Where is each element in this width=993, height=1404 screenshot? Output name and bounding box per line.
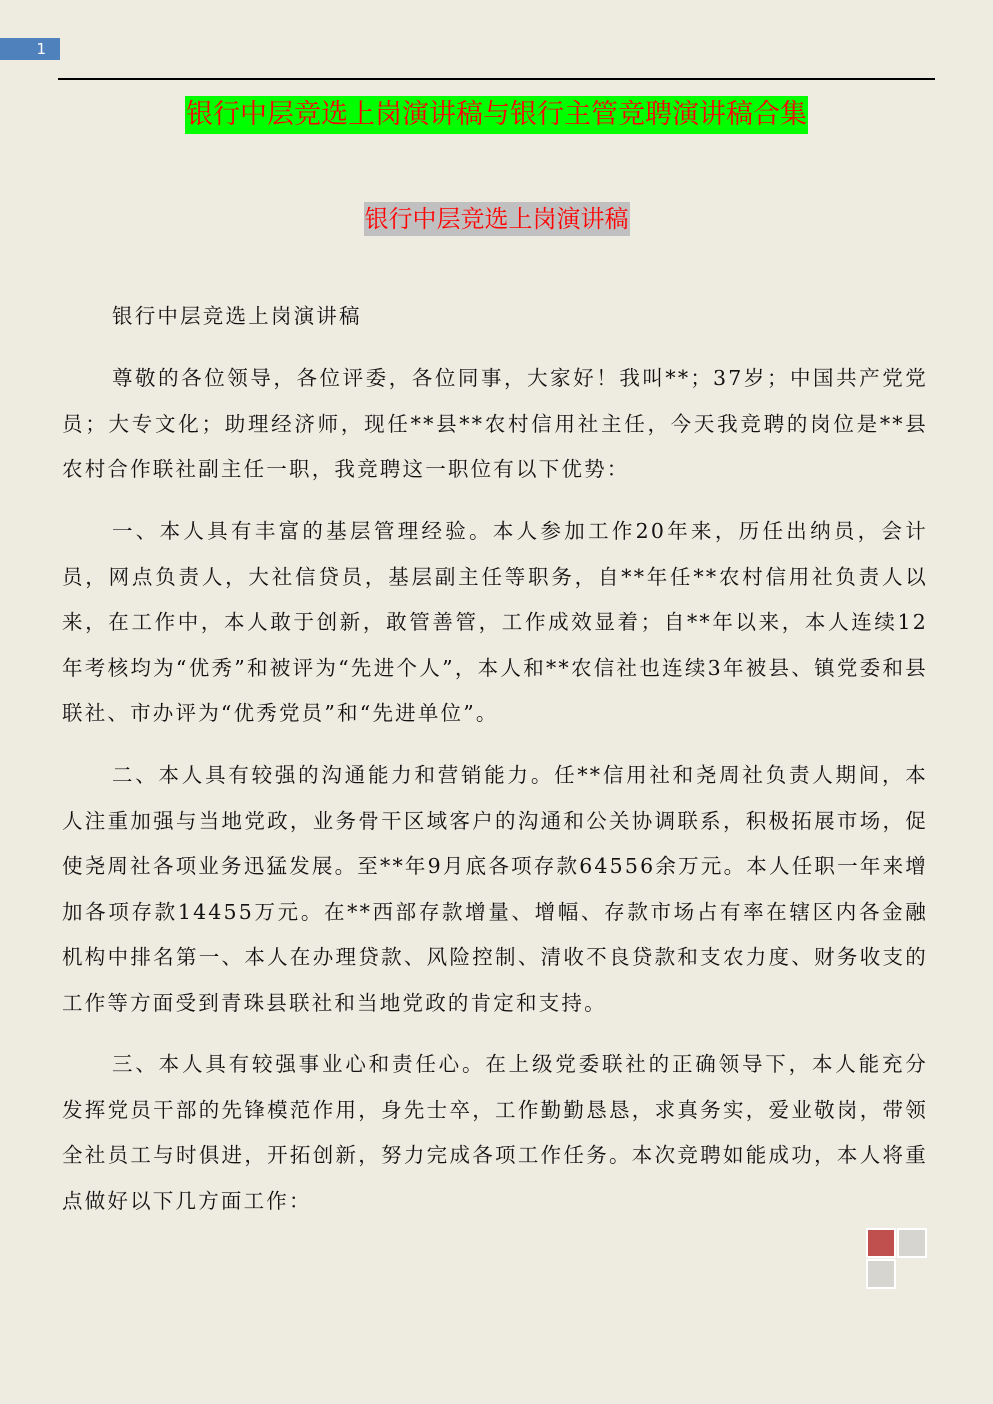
paragraph-text: 尊敬的各位领导，各位评委，各位同事，大家好！我叫**；37岁；中国共产党党员；大专文化；助理经济师，现任**县**农村信用社主任，今天我竞聘的岗位是**县农村合作联社副主任一职，我竞聘这一职位有以下优势： xyxy=(62,366,928,481)
paragraph-text: 三、本人具有较强事业心和责任心。在上级党委联社的正确领导下，本人能充分发挥党员干部的先锋模范作用，身先士卒，工作勤勤恳恳，求真务实，爱业敬岗，带领全社员工与时俱进，开拓创新，努力完成各项工作任务。本次竞聘如能成功，本人将重点做好以下几方面工作： xyxy=(62,1052,928,1213)
page-number-badge xyxy=(0,38,60,60)
paragraph-point-three xyxy=(62,1042,928,1224)
main-title: 银行中层竞选上岗演讲稿与银行主管竞聘演讲稿合集 xyxy=(185,96,808,134)
page-number: 1 xyxy=(36,40,46,58)
section-title-container xyxy=(0,202,993,236)
document-heading-line xyxy=(62,294,928,340)
heading-line-text: 银行中层竞选上岗演讲稿 xyxy=(112,304,362,328)
paragraph-text: 一、本人具有丰富的基层管理经验。本人参加工作20年来，历任出纳员，会计员，网点负责人，大社信贷员，基层副主任等职务，自**年任**农村信用社负责人以来，在工作中，本人敢于创新，敢管善管，工作成效显着；自**年以来，本人连续12年考核均为“优秀”和被评为“先进个人”，本人和**农信社也连续3年被县、镇党委和县联社、市办评为“优秀党员”和“先进单位”。 xyxy=(62,519,928,725)
section-title: 银行中层竞选上岗演讲稿 xyxy=(364,202,630,236)
corner-decoration xyxy=(866,1228,933,1293)
red-square-decoration xyxy=(866,1228,896,1258)
paragraph-point-one xyxy=(62,509,928,737)
paragraph-point-two xyxy=(62,753,928,1026)
header-rule xyxy=(58,78,935,80)
main-title-container xyxy=(0,96,993,134)
gray-square-decoration xyxy=(897,1228,927,1258)
gray-square-decoration xyxy=(866,1259,896,1289)
paragraph-text: 二、本人具有较强的沟通能力和营销能力。任**信用社和尧周社负责人期间，本人注重加强与当地党政，业务骨干区域客户的沟通和公关协调联系，积极拓展市场，促使尧周社各项业务迅猛发展。至**年9月底各项存款64556余万元。本人任职一年来增加各项存款14455万元。在**西部存款增量、增幅、存款市场占有率在辖区内各金融机构中排名第一、本人在办理贷款、风险控制、清收不良贷款和支农力度、财务收支的工作等方面受到青珠县联社和当地党政的肯定和支持。 xyxy=(62,763,928,1015)
paragraph-greeting xyxy=(62,356,928,493)
